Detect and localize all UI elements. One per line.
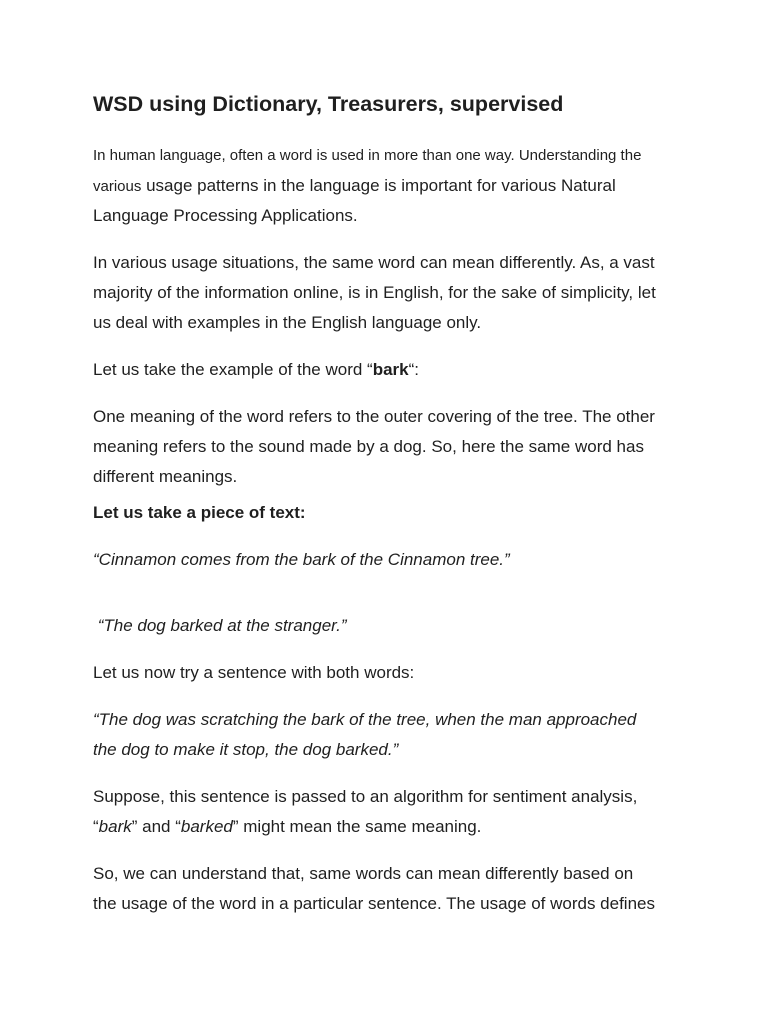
- paragraph-text: “:: [408, 360, 420, 379]
- quote-combined: [93, 705, 683, 765]
- paragraph-line: [93, 171, 683, 201]
- paragraph-line: So, we can understand that, same words can mean differently based on: [93, 864, 634, 883]
- paragraph-text: “: [93, 817, 99, 836]
- paragraph-line: the dog to make it stop, the dog barked.”: [93, 740, 399, 759]
- paragraph-word: various: [93, 178, 142, 195]
- paragraph-line: the usage of the word in a particular sentence. The usage of words defines: [93, 894, 655, 913]
- section-heading: Let us take a piece of text:: [93, 503, 306, 522]
- paragraph-meanings: [93, 402, 683, 492]
- paragraph-intro: [93, 141, 683, 231]
- paragraph-line: Language Processing Applications.: [93, 206, 358, 225]
- keyword-barked: barked: [180, 817, 233, 836]
- paragraph-line: Suppose, this sentence is passed to an algorithm for sentiment analysis,: [93, 787, 638, 806]
- paragraph-line: [93, 355, 683, 385]
- quote-dog: “The dog barked at the stranger.”: [93, 616, 347, 635]
- paragraph-line: majority of the information online, is in English, for the sake of simplicity, let: [93, 283, 656, 302]
- paragraph-line: different meanings.: [93, 467, 238, 486]
- paragraph-text: ” and “: [131, 817, 181, 836]
- paragraph-line: [93, 812, 683, 842]
- paragraph-text: Let us take the example of the word “: [93, 360, 373, 379]
- paragraph-both-words: Let us now try a sentence with both words:: [93, 663, 415, 682]
- paragraph-text: ” might mean the same meaning.: [232, 817, 482, 836]
- paragraph-line: In various usage situations, the same word can mean differently. As, a vast: [93, 253, 655, 272]
- paragraph-line: meaning refers to the sound made by a dog. So, here the same word has: [93, 437, 644, 456]
- paragraph-line: us deal with examples in the English language only.: [93, 313, 482, 332]
- keyword-bark: bark: [372, 360, 409, 379]
- paragraph-sentiment: [93, 782, 683, 842]
- document-title: WSD using Dictionary, Treasurers, supervised: [93, 92, 564, 116]
- paragraph-text: usage patterns in the language is important for various Natural: [141, 176, 616, 195]
- paragraph-usage: [93, 248, 683, 338]
- paragraph-example: [93, 355, 683, 385]
- paragraph-line: “The dog was scratching the bark of the tree, when the man approached: [93, 710, 637, 729]
- paragraph-conclusion: [93, 859, 683, 919]
- paragraph-line: One meaning of the word refers to the outer covering of the tree. The other: [93, 407, 655, 426]
- paragraph-line: In human language, often a word is used in more than one way. Understanding the: [93, 147, 642, 164]
- quote-cinnamon: “Cinnamon comes from the bark of the Cinnamon tree.”: [93, 550, 510, 569]
- keyword-bark: bark: [98, 817, 132, 836]
